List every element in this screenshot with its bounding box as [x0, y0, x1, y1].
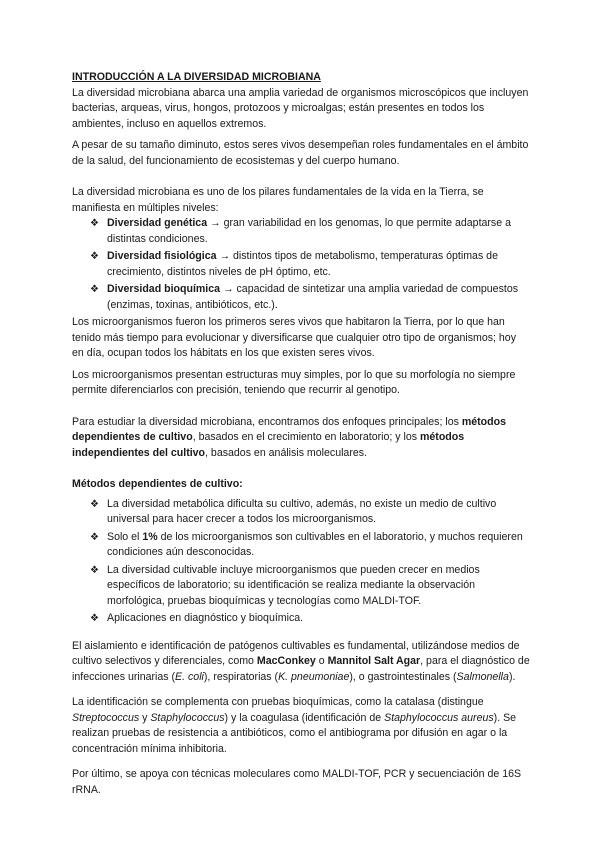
term-biochemical-diversity: Diversidad bioquímica: [107, 283, 221, 295]
species-e-coli: E. coli: [175, 670, 204, 683]
term-genetic-diversity: Diversidad genética: [107, 217, 208, 229]
intro-paragraph-2: A pesar de su tamaño diminuto, estos seres vivos desempeñan roles fundamentales en el ámbito de la salud, del funcionamiento de ecosistemas y del cuerpo humano.: [72, 139, 529, 167]
percent-cultivable: 1%: [142, 530, 158, 543]
list-item: [90, 249, 530, 280]
culture-methods-list: [72, 497, 530, 627]
list-item: ❖ La diversidad cultivable incluye microorganismos que pueden crecer en medios específicos de laboratorio; su identificación se realiza mediante la observación morfológica, pruebas bioquímicas y tecnologías como MALDI-TOF.: [90, 563, 480, 607]
term-physiological-diversity: Diversidad fisiológica: [107, 250, 217, 262]
species-k-pneumoniae: K. pneumoniae: [278, 670, 350, 683]
term-genetic-description: → gran variabilidad en los genomas, lo que permite adaptarse a distintas condiciones.: [107, 217, 511, 245]
section-heading: Métodos dependientes de cultivo:: [72, 478, 243, 490]
term-culture-independent: métodos independientes del cultivo: [72, 431, 465, 459]
medium-mannitol-salt-agar: Mannitol Salt Agar: [327, 655, 421, 667]
pillars-lead: La diversidad microbiana es uno de los pilares fundamentales de la vida en la Tierra, se manifiesta en múltiples niveles:: [72, 186, 484, 214]
diamond-bullet-icon: ❖: [90, 564, 99, 576]
diamond-bullet-icon: ❖: [90, 251, 99, 262]
term-physiological-description: → distintos tipos de metabolismo, temperaturas óptimas de crecimiento, distintos niveles de pH óptimo, etc.: [107, 250, 498, 278]
isolation-paragraph: El aislamiento e identificación de patógenos cultivables es fundamental, utilizándose medios de cultivo selectivos y diferenciales, como MacConkey o Mannitol Salt Agar, para el diagnóstico de infecciones urinarias (E. coli), respiratorias (K. pneumoniae), o gastrointestinales (Salmonella).: [72, 639, 530, 683]
list-item: ❖ La diversidad metabólica dificulta su cultivo, además, no existe un medio de cultivo universal para hacer crecer a todos los microorganismos.: [90, 497, 497, 525]
diamond-bullet-icon: ❖: [90, 613, 99, 624]
medium-macconkey: MacConkey: [256, 655, 316, 667]
diamond-bullet-icon: ❖: [90, 284, 99, 295]
diamond-bullet-icon: ❖: [90, 218, 99, 229]
term-biochemical-description: → capacidad de sintetizar una amplia variedad de compuestos (enzimas, toxinas, antibióticos, etc.).: [107, 283, 519, 311]
history-paragraph-2: Los microorganismos presentan estructuras muy simples, por lo que su morfología no siempre permite diferenciarlos con precisión, teniendo que recurrir al genotipo.: [72, 368, 516, 396]
list-item: [90, 282, 530, 313]
list-item: ❖ Solo el 1% de los microorganismos son cultivables en el laboratorio, y muchos requieren condiciones aún desconocidas.: [90, 530, 523, 558]
identification-paragraph: La identificación se complementa con pruebas bioquímicas, como la catalasa (distingue Streptococcus y Staphylococcus) y la coagulasa (identificación de Staphylococcus aureus). Se realizan pruebas de resistencia a antibióticos, como el antibiograma por difusión en agar o la concentración mínima inhibitoria.: [72, 696, 517, 755]
history-paragraph-1: Los microorganismos fueron los primeros seres vivos que habitaron la Tierra, por lo que han tenido más tiempo para evolucionar y diversificarse que cualquier otro tipo de organismos; hoy en día, ocupan todos los hábitats en los que existen seres vivos.: [72, 316, 516, 359]
intro-paragraph-1: La diversidad microbiana abarca una amplia variedad de organismos microscópicos que incluyen bacterias, arqueas, virus, hongos, protozoos y microalgas; están presentes en todos los ambientes, incluso en aquellos extremos.: [72, 86, 529, 130]
species-salmonella: Salmonella: [456, 670, 509, 683]
term-culture-dependent: métodos dependientes de cultivo: [72, 415, 506, 443]
diamond-bullet-icon: ❖: [90, 498, 99, 510]
closing-paragraph: Por último, se apoya con técnicas moleculares como MALDI-TOF, PCR y secuenciación de 16S rRNA.: [72, 768, 522, 796]
species-staphylococcus-aureus: Staphylococcus aureus: [384, 711, 494, 724]
page-title: INTRODUCCIÓN A LA DIVERSIDAD MICROBIANA: [72, 71, 321, 83]
species-staphylococcus: Staphylococcus: [150, 711, 225, 724]
species-streptococcus: Streptococcus: [72, 711, 140, 724]
list-item: [90, 216, 530, 247]
list-item: ❖ Aplicaciones en diagnóstico y bioquímica.: [90, 611, 530, 627]
diversity-levels-list: [72, 216, 530, 313]
approaches-paragraph: Para estudiar la diversidad microbiana, encontramos dos enfoques principales; los métodos dependientes de cultivo, basados en el crecimiento en laboratorio; y los métodos independientes del cultivo, basados en análisis moleculares.: [72, 415, 506, 459]
diamond-bullet-icon: ❖: [90, 531, 99, 543]
